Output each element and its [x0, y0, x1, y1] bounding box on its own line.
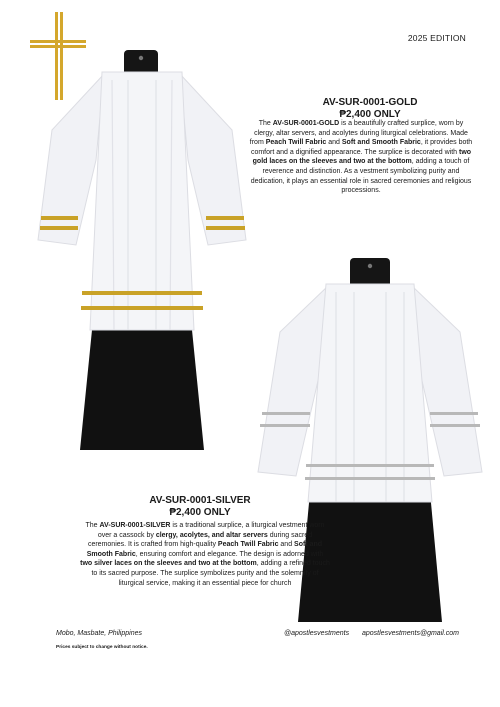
footer-social-handle[interactable]: @apostlesvestments	[284, 630, 350, 637]
description-text: is a traditional surplice, a liturgical vestment worn over a cassock by	[97, 522, 325, 539]
description-emphasis: two silver laces on the sleeves and two at the bottom	[80, 560, 257, 568]
gold-product-price: ₱2,400 ONLY	[339, 108, 401, 120]
description-text: , it provides both comfort and a dignified appearance. The surplice is decorated with	[250, 139, 473, 156]
gold-surplice-image	[32, 40, 252, 460]
footer-price-note: Prices subject to change without notice.	[56, 645, 148, 650]
description-emphasis: clergy, acolytes, and altar servers	[155, 531, 268, 539]
description-text: , adding a touch of reverence and distinction. As a vestment symbolizing purity and dedication, it plays an essential role in sacred ceremonies and religious processions.	[250, 158, 472, 195]
edition-label: 2025 EDITION	[407, 33, 466, 43]
description-emphasis: AV-SUR-0001-GOLD	[272, 120, 340, 127]
description-text: The	[258, 120, 273, 127]
footer-location: Mobo, Masbate, Philippines	[56, 630, 142, 637]
silver-product-description	[80, 521, 330, 588]
description-text: and	[326, 139, 342, 147]
description-emphasis: Soft and Smooth Fabric	[341, 139, 421, 147]
gold-product-code: AV-SUR-0001-GOLD	[322, 97, 418, 108]
description-text: , adding a refined touch to its sacred purpose. The surplice symbolizes purity and the solemnity of liturgical service, making it an essential piece for church	[91, 560, 330, 587]
description-emphasis: Peach Twill Fabric	[217, 541, 279, 549]
silver-product-heading	[120, 495, 280, 518]
silver-product-code: AV-SUR-0001-SILVER	[149, 495, 251, 506]
footer-email[interactable]: apostlesvestments@gmail.com	[362, 630, 459, 637]
description-text: The	[85, 522, 100, 529]
silver-product-price: ₱2,400 ONLY	[169, 506, 231, 518]
description-text: during sacred ceremonies. It is crafted from high-quality	[87, 531, 313, 549]
description-text: and	[278, 541, 295, 549]
description-text: , ensuring comfort and elegance. The design is adorned with	[135, 550, 324, 558]
description-emphasis: Peach Twill Fabric	[265, 139, 327, 147]
description-emphasis: AV-SUR-0001-SILVER	[99, 522, 171, 529]
gold-product-description	[248, 119, 474, 196]
description-text: is a beautifully crafted surplice, worn by clergy, altar servers, and acolytes during liturgical celebrations. Made from	[249, 120, 468, 147]
description-emphasis: Soft and Smooth Fabric	[86, 541, 323, 558]
description-emphasis: two gold laces on the sleeves and two at the bottom	[252, 148, 472, 166]
gold-product-heading	[270, 97, 470, 120]
